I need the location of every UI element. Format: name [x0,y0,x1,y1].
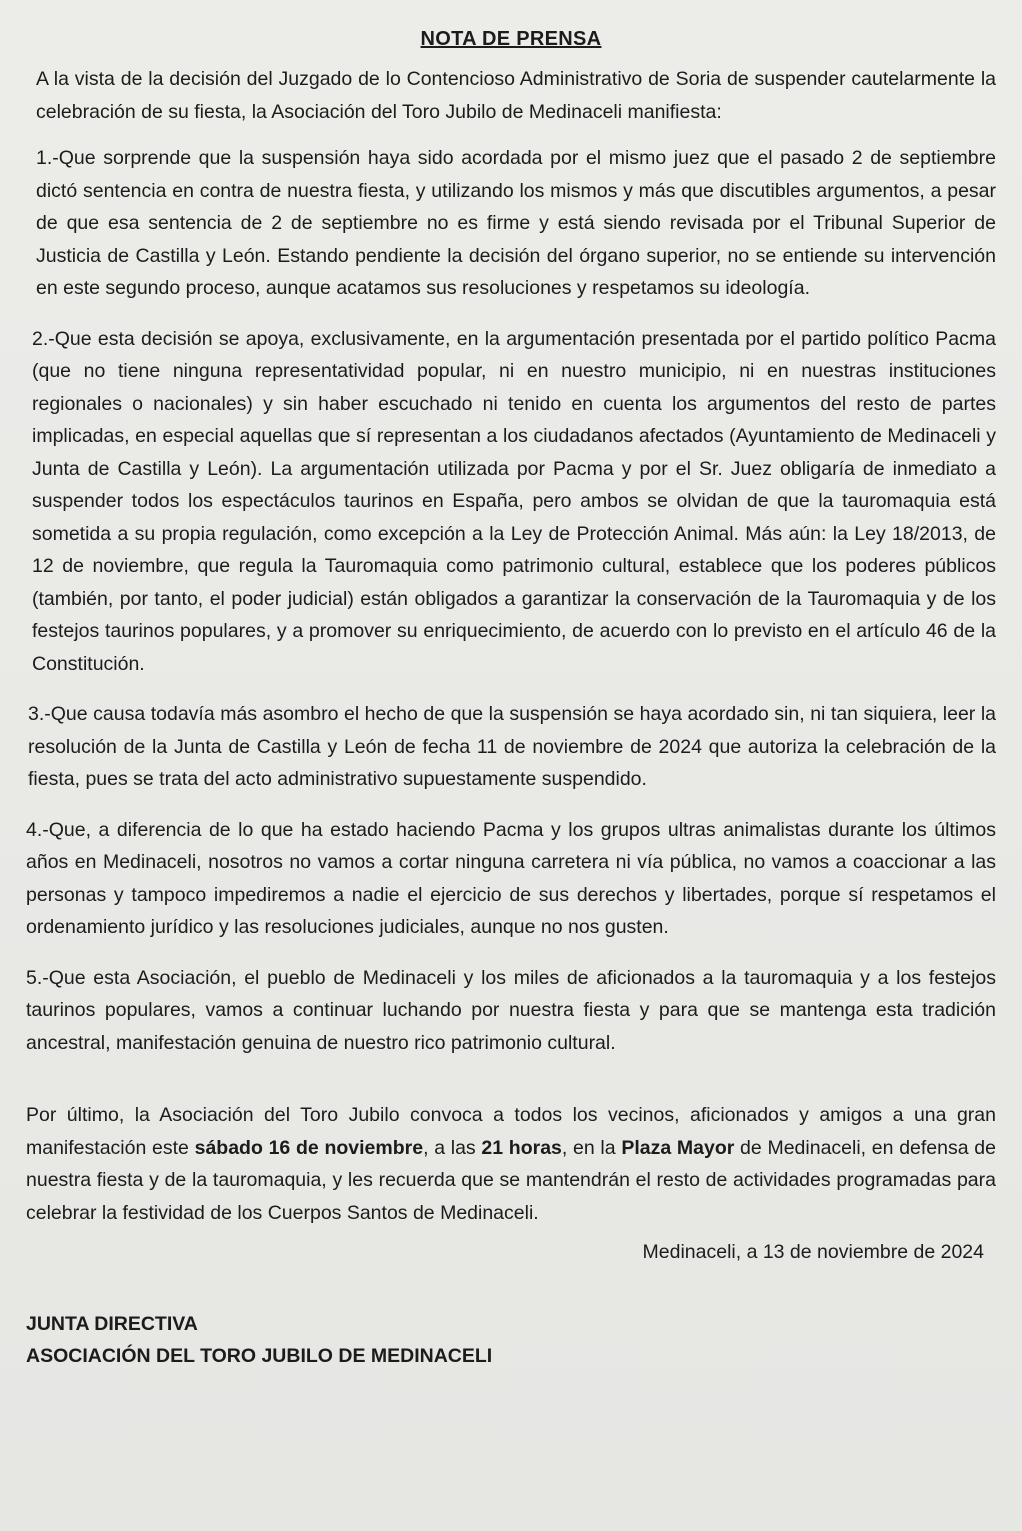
signature-line-association: ASOCIACIÓN DEL TORO JUBILO DE MEDINACELI [26,1345,493,1367]
closing-paragraph [26,1099,996,1229]
event-place: Plaza Mayor [621,1136,735,1159]
event-time: 21 horas [481,1136,562,1159]
intro-paragraph: A la vista de la decisión del Juzgado de lo Contencioso Administrativo de Soria de suspender cautelarmente la celebración de su fiesta, la Asociación del Toro Jubilo de Medinaceli manifiesta: [36,68,996,123]
signature-line-board: JUNTA DIRECTIVA [26,1313,198,1335]
closing-text-1: Por último, la Asociación del Toro Jubilo convoca a todos los vecinos, aficionados y amigos a una gran manifestación este [26,1104,996,1159]
event-date: sábado 16 de noviembre [194,1136,424,1159]
closing-text-2: , a las [423,1136,482,1159]
point-2-paragraph: 2.-Que esta decisión se apoya, exclusivamente, en la argumentación presentada por el partido político Pacma (que no tiene ninguna representatividad popular, ni en nuestro municipio, ni en nuestras instituciones regionales o nacionales) y sin haber escuchado ni tenido en cuenta los argumentos del resto de partes implicadas, en especial aquellas que sí representan a los ciudadanos afectados (Ayuntamiento de Medinaceli y Junta de Castilla y León). La argumentación utilizada por Pacma y por el Sr. Juez obligaría de inmediato a suspender todos los espectáculos taurinos en España, pero ambos se olvidan de que la tauromaquia está sometida a su propia regulación, como excepción a la Ley de Protección Animal. Más aún: la Ley 18/2013, de 12 de noviembre, que regula la Tauromaquia como patrimonio cultural, establece que los poderes públicos (también, por tanto, el poder judicial) están obligados a garantizar la conservación de la Tauromaquia y de los festejos taurinos populares, y a promover su enriquecimiento, de acuerdo con lo previsto en el artículo 46 de la Constitución. [32,327,996,675]
closing-text-3: , en la [561,1136,622,1159]
closing-text-4: de Medinaceli, en defensa de nuestra fiesta y de la tauromaquia, y les recuerda que se mantendrán el resto de actividades programadas para celebrar la festividad de los Cuerpos Santos de Medinaceli. [26,1136,996,1224]
point-3-paragraph: 3.-Que causa todavía más asombro el hecho de que la suspensión se haya acordado sin, ni tan siquiera, leer la resolución de la Junta de Castilla y León de fecha 11 de noviembre de 2024 que autoriza la celebración de la fiesta, pues se trata del acto administrativo supuestamente suspendido. [28,703,996,790]
point-5-paragraph: 5.-Que esta Asociación, el pueblo de Medinaceli y los miles de aficionados a la tauromaquia y a los festejos taurinos populares, vamos a continuar luchando por nuestra fiesta y para que se mantenga esta tradición ancestral, manifestación genuina de nuestro rico patrimonio cultural. [26,966,996,1054]
date-line: Medinaceli, a 13 de noviembre de 2024 [642,1241,984,1263]
point-1-paragraph: 1.-Que sorprende que la suspensión haya sido acordada por el mismo juez que el pasado 2 de septiembre dictó sentencia en contra de nuestra fiesta, y utilizando los mismos y más que discutibles argumentos, a pesar de que esa sentencia de 2 de septiembre no es firme y está siendo revisada por el Tribunal Superior de Justicia de Castilla y León. Estando pendiente la decisión del órgano superior, no se entiende su intervención en este segundo proceso, aunque acatamos sus resoluciones y respetamos su ideología. [36,147,996,299]
point-4-paragraph: 4.-Que, a diferencia de lo que ha estado haciendo Pacma y los grupos ultras animalistas durante los últimos años en Medinaceli, nosotros no vamos a cortar ninguna carretera ni vía pública, no vamos a coaccionar a las personas y tampoco impediremos a nadie el ejercicio de sus derechos y libertades, porque sí respetamos el ordenamiento jurídico y las resoluciones judiciales, aunque no nos gusten. [26,818,996,938]
document-title: NOTA DE PRENSA [420,28,602,50]
signature-block [26,1308,996,1372]
